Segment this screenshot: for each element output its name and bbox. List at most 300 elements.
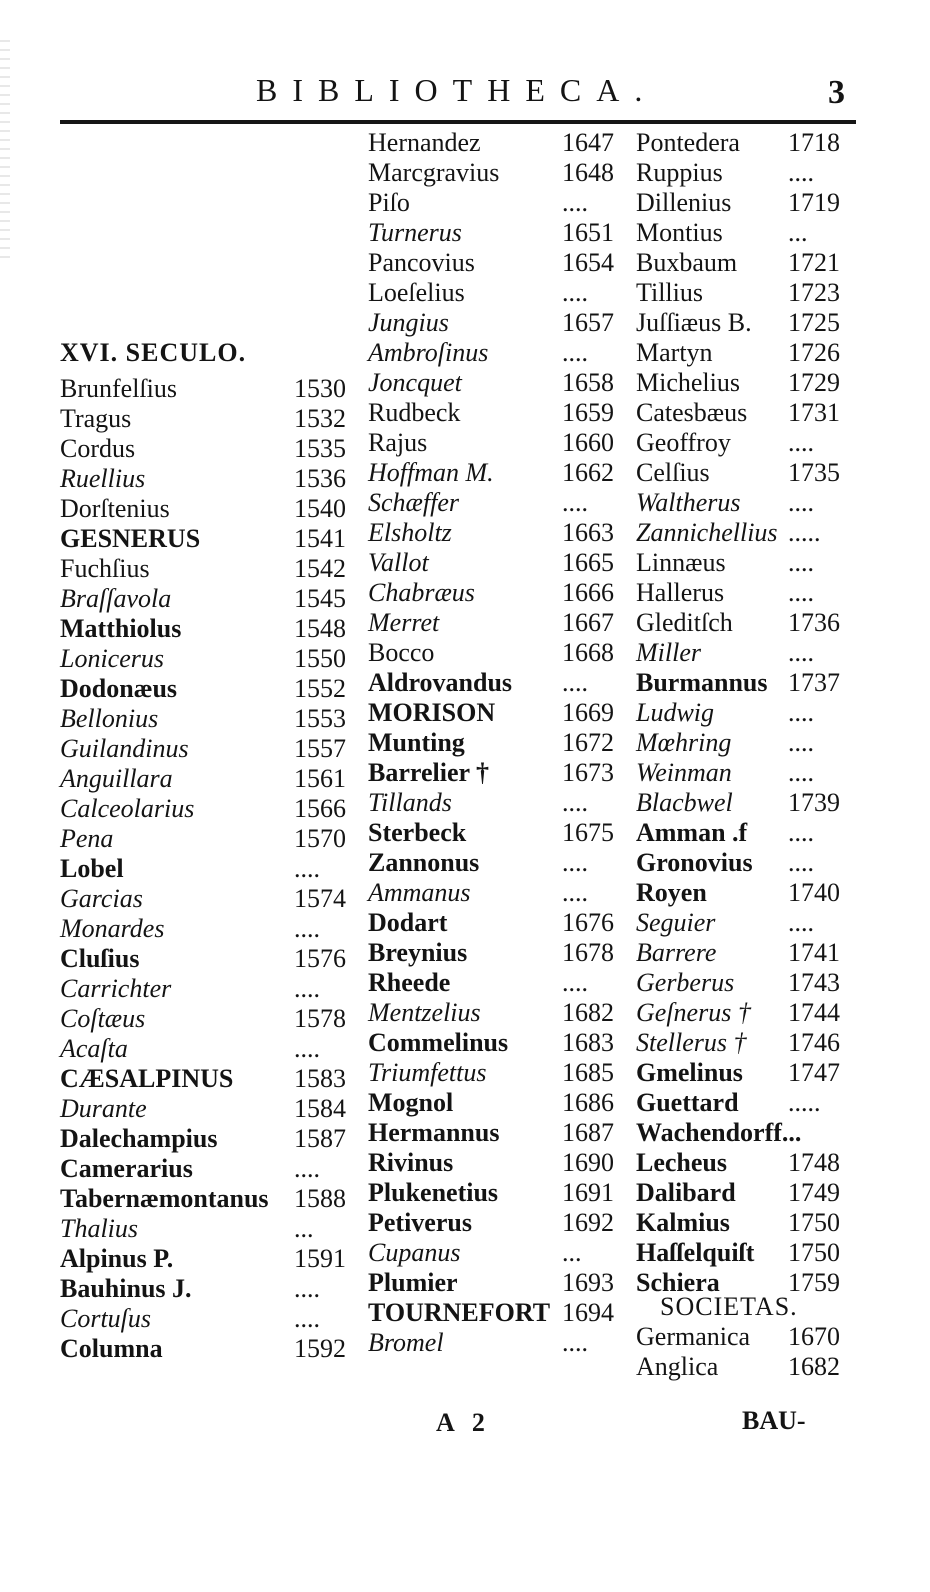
- entry-date: 1548: [294, 614, 346, 643]
- list-item: [368, 158, 630, 188]
- list-item: [636, 728, 856, 758]
- entry-date: 1583: [294, 1064, 346, 1093]
- entry-name: Dodonæus: [60, 674, 178, 703]
- entry-date: 1725: [788, 308, 840, 337]
- entry-name: Lecheus: [636, 1148, 727, 1177]
- list-item: [368, 338, 630, 368]
- entry-date: 1748: [788, 1148, 840, 1177]
- entry-name: Catesbæus: [636, 398, 748, 427]
- list-item: [60, 614, 360, 644]
- entry-date: ....: [562, 968, 588, 997]
- entry-name: Pontedera: [636, 128, 740, 157]
- list-item: [636, 398, 856, 428]
- entry-name: Alpinus P.: [60, 1244, 174, 1273]
- list-item: [368, 248, 630, 278]
- entry-name: Barrere: [636, 938, 717, 967]
- entry-date: ....: [788, 428, 814, 457]
- entry-date: .....: [788, 1088, 821, 1117]
- entry-date: ....: [294, 1274, 320, 1303]
- entry-date: ....: [562, 188, 588, 217]
- entry-date: 1670: [788, 1322, 840, 1351]
- list-item: [368, 638, 630, 668]
- list-item: [60, 494, 360, 524]
- entry-date: 1665: [562, 548, 614, 577]
- entry-name: Barrelier †: [368, 758, 490, 787]
- entry-name: Garcias: [60, 884, 143, 913]
- entry-name: Rivinus: [368, 1148, 454, 1177]
- list-item: [636, 608, 856, 638]
- entry-date: 1570: [294, 824, 346, 853]
- list-item: [60, 404, 360, 434]
- list-item: [368, 428, 630, 458]
- list-item: [368, 848, 630, 878]
- entry-date: 1685: [562, 1058, 614, 1087]
- entry-date: 1726: [788, 338, 840, 367]
- entry-name: Pena: [60, 824, 114, 853]
- list-item: [60, 464, 360, 494]
- entry-date: ....: [788, 848, 814, 877]
- entry-name: Haſſelquiſt: [636, 1238, 755, 1267]
- entry-name: Royen: [636, 878, 707, 907]
- entry-name: Kalmius: [636, 1208, 730, 1237]
- list-item: [60, 944, 360, 974]
- entry-date: ....: [788, 908, 814, 937]
- catchword: BAU-: [742, 1406, 806, 1435]
- entry-date: 1542: [294, 554, 346, 583]
- list-item: [60, 584, 360, 614]
- entry-date: 1719: [788, 188, 840, 217]
- entry-date: ...: [294, 1214, 314, 1243]
- entry-date: 1576: [294, 944, 346, 973]
- list-item: [636, 578, 856, 608]
- entry-name: Jungius: [368, 308, 449, 337]
- list-item: [368, 1208, 630, 1238]
- entry-date: 1749: [788, 1178, 840, 1207]
- entry-name: Germanica: [636, 1322, 751, 1351]
- list-item: [636, 758, 856, 788]
- entry-date: 1647: [562, 128, 614, 157]
- list-item: [60, 854, 360, 884]
- list-item: [368, 1118, 630, 1148]
- entry-date: 1678: [562, 938, 614, 967]
- entry-date: 1550: [294, 644, 346, 673]
- entry-date: 1574: [294, 884, 346, 913]
- list-item: [60, 704, 360, 734]
- list-item: [60, 824, 360, 854]
- list-item: [368, 1148, 630, 1178]
- list-item: [60, 1244, 360, 1274]
- entry-date: 1691: [562, 1178, 614, 1207]
- entry-date: 1648: [562, 158, 614, 187]
- entry-date: ....: [294, 1154, 320, 1183]
- entry-name: Anguillara: [60, 764, 173, 793]
- entry-name: Zannichellius: [636, 518, 778, 547]
- entry-name: Vallot: [368, 548, 429, 577]
- list-item: [636, 1322, 856, 1352]
- list-item: [368, 1088, 630, 1118]
- entry-date: 1687: [562, 1118, 614, 1147]
- entry-name: Hermannus: [368, 1118, 500, 1147]
- entry-name: Loeſelius: [368, 278, 465, 307]
- list-item: [368, 458, 630, 488]
- entry-name: Guettard: [636, 1088, 739, 1117]
- list-item: [368, 668, 630, 698]
- list-item: [636, 518, 856, 548]
- entry-date: 1741: [788, 938, 840, 967]
- entry-date: ....: [294, 1304, 320, 1333]
- entry-date: 1587: [294, 1124, 346, 1153]
- entry-name: Joncquet: [368, 368, 462, 397]
- list-item: [368, 1058, 630, 1088]
- header-rule: [60, 120, 856, 124]
- list-item: [60, 974, 360, 1004]
- entry-date: 1694: [562, 1298, 614, 1327]
- entry-name: Dalibard: [636, 1178, 736, 1207]
- list-item: [636, 968, 856, 998]
- entry-date: ....: [562, 848, 588, 877]
- list-item: [636, 1148, 856, 1178]
- entry-name: Dillenius: [636, 188, 732, 217]
- entry-date: ....: [788, 638, 814, 667]
- list-item: [636, 428, 856, 458]
- entry-date: 1682: [788, 1352, 840, 1381]
- entry-name: Brunfelſius: [60, 374, 177, 403]
- entry-name: Schæffer: [368, 488, 459, 517]
- entry-date: 1721: [788, 248, 840, 277]
- entry-date: 1746: [788, 1028, 840, 1057]
- list-item: [636, 1208, 856, 1238]
- entry-name: Juſſiæus B.: [636, 308, 752, 337]
- entry-name: Plumier: [368, 1268, 458, 1297]
- list-item: [636, 938, 856, 968]
- entry-name: Petiverus: [368, 1208, 472, 1237]
- list-item: [368, 578, 630, 608]
- list-item: [60, 734, 360, 764]
- list-item: [60, 674, 360, 704]
- entry-date: 1667: [562, 608, 614, 637]
- list-item: [636, 1178, 856, 1208]
- entry-date: 1718: [788, 128, 840, 157]
- page-edge: [0, 40, 10, 260]
- entry-date: 1584: [294, 1094, 346, 1123]
- entry-date: ....: [562, 668, 588, 697]
- entry-name: Matthiolus: [60, 614, 182, 643]
- entry-name: Calceolarius: [60, 794, 195, 823]
- list-item: [368, 938, 630, 968]
- list-item: [636, 1352, 856, 1382]
- entry-date: 1578: [294, 1004, 346, 1033]
- list-item: [368, 908, 630, 938]
- list-item: [636, 158, 856, 188]
- entry-date: ....: [788, 578, 814, 607]
- entry-name: Bellonius: [60, 704, 159, 733]
- signature-mark: A 2: [436, 1408, 491, 1437]
- entry-date: ....: [788, 488, 814, 517]
- entry-name: Bauhinus J.: [60, 1274, 192, 1303]
- entry-date: 1535: [294, 434, 346, 463]
- list-item: [368, 278, 630, 308]
- entry-name: Coſtæus: [60, 1004, 146, 1033]
- entry-name: Hernandez: [368, 128, 481, 157]
- entry-name: Hallerus: [636, 578, 725, 607]
- entry-date: ...: [562, 1238, 582, 1267]
- entry-date: 1747: [788, 1058, 840, 1087]
- entry-name: Cortuſus: [60, 1304, 152, 1333]
- entry-name: Marcgravius: [368, 158, 500, 187]
- entry-name: Hoffman M.: [368, 458, 494, 487]
- entry-name: Rudbeck: [368, 398, 461, 427]
- list-item: [368, 128, 630, 158]
- entry-name: Thalius: [60, 1214, 139, 1243]
- entry-date: ....: [294, 914, 320, 943]
- entry-name: Chabræus: [368, 578, 475, 607]
- list-item: [636, 908, 856, 938]
- entry-name: Dorſtenius: [60, 494, 170, 523]
- entry-date: 1750: [788, 1208, 840, 1237]
- running-head: BIBLIOTHECA.: [256, 72, 658, 108]
- entry-name: Acaſta: [60, 1034, 128, 1063]
- entry-date: 1673: [562, 758, 614, 787]
- entry-name: Zannonus: [368, 848, 480, 877]
- entry-name: Cluſius: [60, 944, 140, 973]
- entry-date: 1672: [562, 728, 614, 757]
- entry-name: Bromel: [368, 1328, 444, 1357]
- entry-name: Monardes: [60, 914, 165, 943]
- list-item: [60, 1274, 360, 1304]
- entry-date: 1736: [788, 608, 840, 637]
- entry-date: 1588: [294, 1184, 346, 1213]
- entry-name: Mœhring: [636, 728, 732, 757]
- entry-date: 1693: [562, 1268, 614, 1297]
- entry-date: 1557: [294, 734, 346, 763]
- list-item: [368, 788, 630, 818]
- list-item: [368, 1298, 630, 1328]
- entry-name: Rheede: [368, 968, 451, 997]
- entry-date: 1536: [294, 464, 346, 493]
- entry-name: Camerarius: [60, 1154, 193, 1183]
- entry-name: Tillius: [636, 278, 703, 307]
- list-item: [368, 368, 630, 398]
- list-item: [636, 458, 856, 488]
- entry-name: Linnæus: [636, 548, 726, 577]
- entry-name: Cupanus: [368, 1238, 461, 1267]
- list-item: [636, 638, 856, 668]
- entry-name: Tillands: [368, 788, 452, 817]
- list-item: [636, 278, 856, 308]
- entry-date: 1553: [294, 704, 346, 733]
- entry-name: Geſnerus †: [636, 998, 751, 1027]
- entry-name: Martyn: [636, 338, 713, 367]
- entry-date: ....: [562, 1328, 588, 1357]
- entry-name: Ruellius: [60, 464, 146, 493]
- entry-name: Geoffroy: [636, 428, 731, 457]
- list-item: [368, 1178, 630, 1208]
- list-item: [60, 1064, 360, 1094]
- entry-date: ....: [562, 338, 588, 367]
- entry-date: ....: [788, 818, 814, 847]
- entry-name: Celſius: [636, 458, 710, 487]
- entry-name: Dalechampius: [60, 1124, 218, 1153]
- entry-name: Seguier: [636, 908, 716, 937]
- entry-name: Triumfettus: [368, 1058, 487, 1087]
- entry-name: Waltherus: [636, 488, 741, 517]
- list-item: [60, 764, 360, 794]
- entry-name: Stellerus †: [636, 1028, 747, 1057]
- entry-name: Lobel: [60, 854, 124, 883]
- entry-name: Miller: [636, 638, 701, 667]
- entry-name: Ambroſinus: [368, 338, 489, 367]
- entry-name: Weinman: [636, 758, 732, 787]
- column-left: [60, 374, 360, 1364]
- list-item: [368, 308, 630, 338]
- list-item: [368, 398, 630, 428]
- list-item: [636, 128, 856, 158]
- list-item: [636, 698, 856, 728]
- column-right-societies: [636, 1322, 856, 1382]
- entry-name: Braſſavola: [60, 584, 172, 613]
- entry-date: 1532: [294, 404, 346, 433]
- list-item: [60, 1214, 360, 1244]
- list-item: [60, 1334, 360, 1364]
- entry-name: Guilandinus: [60, 734, 189, 763]
- entry-name: Ruppius: [636, 158, 723, 187]
- list-item: [368, 998, 630, 1028]
- entry-name: Blacbwel: [636, 788, 733, 817]
- entry-date: 1750: [788, 1238, 840, 1267]
- entry-date: 1592: [294, 1334, 346, 1363]
- column-right: [636, 128, 856, 1298]
- entry-name: Lonicerus: [60, 644, 164, 673]
- list-item: [636, 548, 856, 578]
- entry-name: Aldrovandus: [368, 668, 513, 697]
- entry-name: Schiera: [636, 1268, 720, 1297]
- entry-date: 1658: [562, 368, 614, 397]
- entry-date: ....: [788, 158, 814, 187]
- entry-name: GESNERUS: [60, 524, 201, 553]
- list-item: [636, 488, 856, 518]
- entry-date: 1743: [788, 968, 840, 997]
- list-item: [636, 1058, 856, 1088]
- list-item: [368, 608, 630, 638]
- entry-name: CÆSALPINUS: [60, 1064, 234, 1093]
- entry-date: 1662: [562, 458, 614, 487]
- list-item: [60, 1154, 360, 1184]
- entry-name: Montius: [636, 218, 723, 247]
- entry-date: 1659: [562, 398, 614, 427]
- list-item: [368, 758, 630, 788]
- entry-date: 1566: [294, 794, 346, 823]
- entry-date: 1657: [562, 308, 614, 337]
- list-item: [368, 728, 630, 758]
- entry-date: ....: [562, 788, 588, 817]
- list-item: [636, 338, 856, 368]
- list-item: [60, 524, 360, 554]
- entry-date: 1675: [562, 818, 614, 847]
- entry-name: Buxbaum: [636, 248, 738, 277]
- list-item: [636, 248, 856, 278]
- list-item: [60, 434, 360, 464]
- entry-date: ....: [562, 878, 588, 907]
- entry-date: ....: [562, 278, 588, 307]
- entry-name: Munting: [368, 728, 465, 757]
- list-item: [368, 218, 630, 248]
- entry-name: Cordus: [60, 434, 136, 463]
- entry-date: ....: [294, 854, 320, 883]
- list-item: [60, 1304, 360, 1334]
- entry-date: 1729: [788, 368, 840, 397]
- entry-date: 1540: [294, 494, 346, 523]
- entry-name: Columna: [60, 1334, 163, 1363]
- entry-date: .....: [788, 518, 821, 547]
- entry-date: 1735: [788, 458, 840, 487]
- entry-date: 1552: [294, 674, 346, 703]
- entry-name: Mognol: [368, 1088, 454, 1117]
- entry-date: 1666: [562, 578, 614, 607]
- list-item: [60, 554, 360, 584]
- list-item: [636, 878, 856, 908]
- entry-name: Ammanus: [368, 878, 471, 907]
- entry-name: Anglica: [636, 1352, 719, 1381]
- entry-name: Tabernæmontanus: [60, 1184, 269, 1213]
- entry-date: 1530: [294, 374, 346, 403]
- entry-date: 1663: [562, 518, 614, 547]
- section-heading-societas: SOCIETAS.: [660, 1292, 798, 1321]
- entry-name: Fuchſius: [60, 554, 150, 583]
- list-item: [636, 218, 856, 248]
- list-item: [60, 1004, 360, 1034]
- list-item: [368, 488, 630, 518]
- list-item: [636, 188, 856, 218]
- list-item: [368, 878, 630, 908]
- section-heading-seculo: XVI. SECULO.: [60, 338, 247, 367]
- list-item: [636, 1238, 856, 1268]
- entry-name: MORISON: [368, 698, 496, 727]
- entry-name: Turnerus: [368, 218, 462, 247]
- entry-date: 1682: [562, 998, 614, 1027]
- list-item: [368, 1328, 630, 1358]
- list-item: [60, 1094, 360, 1124]
- entry-name: Dodart: [368, 908, 448, 937]
- entry-date: ....: [788, 758, 814, 787]
- list-item: [368, 188, 630, 218]
- entry-name: Merret: [368, 608, 440, 637]
- entry-name: Michelius: [636, 368, 740, 397]
- entry-name: Tragus: [60, 404, 132, 433]
- entry-name: Piſo: [368, 188, 410, 217]
- entry-date: 1683: [562, 1028, 614, 1057]
- entry-date: ....: [788, 728, 814, 757]
- entry-name: Gleditſch: [636, 608, 733, 637]
- entry-date: ....: [294, 1034, 320, 1063]
- list-item: [636, 788, 856, 818]
- entry-date: 1660: [562, 428, 614, 457]
- entry-name: Sterbeck: [368, 818, 467, 847]
- entry-name: Pancovius: [368, 248, 475, 277]
- list-item: [368, 518, 630, 548]
- entry-name: Rajus: [368, 428, 428, 457]
- list-item: [60, 1124, 360, 1154]
- entry-date: ....: [788, 548, 814, 577]
- list-item: [636, 668, 856, 698]
- entry-name: Carrichter: [60, 974, 172, 1003]
- list-item: [368, 698, 630, 728]
- entry-date: 1541: [294, 524, 346, 553]
- list-item: [60, 1034, 360, 1064]
- list-item: [636, 818, 856, 848]
- page-number: 3: [828, 74, 845, 111]
- list-item: [636, 998, 856, 1028]
- list-item: [60, 794, 360, 824]
